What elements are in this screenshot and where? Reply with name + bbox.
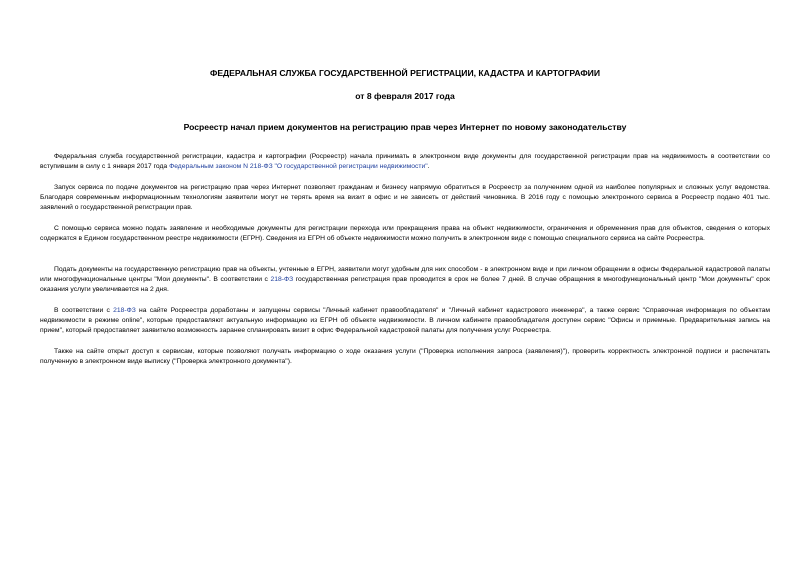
paragraph-2: Запуск сервиса по подаче документов на регистрацию прав через Интернет позволяет гражданам и бизнесу напрямую обратиться в Росреестр за получением одной из наиболее популярных и сложных услуг ведомства. Благодаря современным информационным технологиям заявители могут не терять время на визит в офис и не зависеть от действий чиновника. В 2016 году с помощью электронного сервиса в Росреестр подано 401 тыс. заявлений о государственной регистрации прав.	[40, 184, 770, 211]
paragraph-5-text-before: В соответствии с	[54, 307, 114, 314]
document-date: от 8 февраля 2017 года	[355, 91, 455, 101]
paragraph-4-text-after: государственная регистрация прав проводится в срок не более 7 дней. В случае обращения в многофункциональный центр "Мои документы" срок оказания услуги увеличивается на 2 дня.	[40, 275, 770, 293]
paragraph-3: С помощью сервиса можно подать заявление и необходимые документы для регистрации перехода или прекращения права на объект недвижимости, ограничения и обременения прав для объектов, сведения о которых содержатся в Едином государственном реестре недвижимости (ЕГРН). Сведения из ЕГРН об объекте недвижимости можно получить в электронном виде с помощью специального сервиса на сайте Росреестра.	[40, 225, 770, 242]
paragraph-1-text-before: Федеральная служба государственной регистрации, кадастра и картографии (Росреестр) начала принимать в электронном виде документы для государственной регистрации прав на недвижимость в соответствии со вступившим в силу с 1 января 2017 года	[40, 153, 770, 170]
document-headline: Росреестр начал прием документов на регистрацию прав через Интернет по новому законодательству	[183, 122, 627, 132]
organization-title: ФЕДЕРАЛЬНАЯ СЛУЖБА ГОСУДАРСТВЕННОЙ РЕГИСТРАЦИИ, КАДАСТРА И КАРТОГРАФИИ	[209, 68, 601, 78]
law-218-fz-link-3[interactable]: 218-ФЗ	[113, 307, 136, 314]
paragraph-6: Также на сайте открыт доступ к сервисам, которые позволяют получать информацию о ходе оказания услуги ("Проверка исполнения запроса (заявления)"), проверить корректность электронной подписи и распечатать полученную в электронном виде выписку ("Проверка электронного документа").	[40, 348, 770, 365]
law-218-fz-link[interactable]: Федеральным законом N 218-ФЗ "О государственной регистрации недвижимости"	[169, 162, 428, 170]
paragraph-4	[40, 265, 770, 295]
paragraph-4-text-before: Подать документы на государственную регистрацию прав на объекты, учтенные в ЕГРН, заявители могут удобным для них способом - в электронном виде и при личном обращении в офисы Федеральной кадастровой палаты или многофункциональные центры "Мои документы". В соответствии с	[40, 266, 770, 283]
paragraph-5	[40, 306, 770, 336]
law-218-fz-link-2[interactable]: 218-ФЗ	[270, 275, 294, 283]
paragraph-5-text-after: на сайте Росреестра доработаны и запущены сервисы "Личный кабинет правообладателя" и "Личный кабинет кадастрового инженера", а также сервис "Справочная информация по объектам недвижимости в режиме online", которые предоставляют актуальную информацию из ЕГРН об объекте недвижимости. В личном кабинете правообладателя доступен сервис "Офисы и приемные. Предварительная запись на прием", который предоставляет заявителю возможность заранее спланировать визит в офис Федеральной кадастровой палаты для получения услуг Росреестра.	[40, 307, 770, 334]
paragraph-1	[40, 152, 770, 172]
paragraph-1-text-after: .	[427, 162, 430, 170]
